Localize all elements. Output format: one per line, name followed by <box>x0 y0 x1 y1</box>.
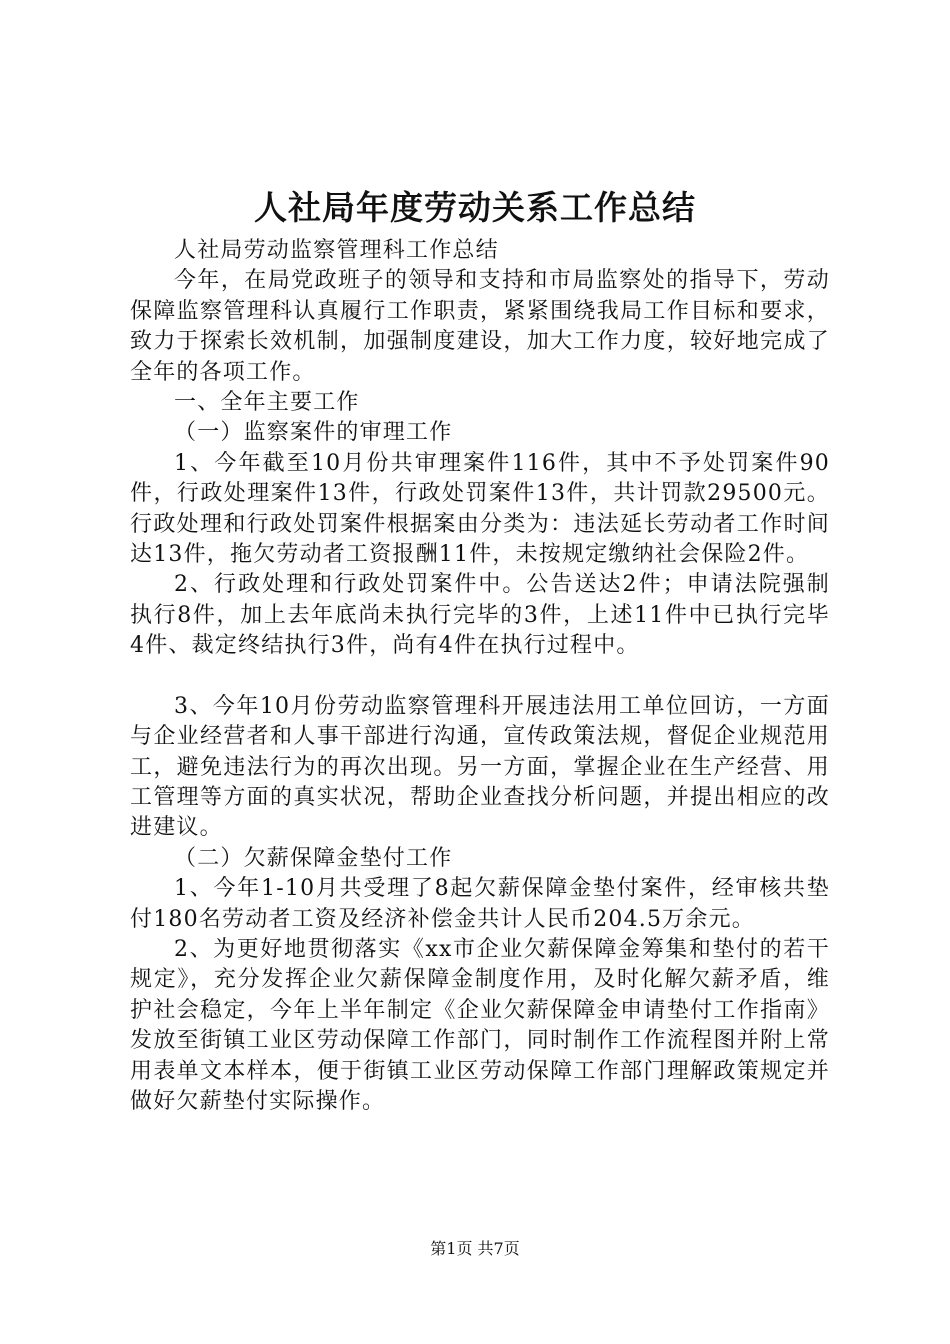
document-title: 人社局年度劳动关系工作总结 <box>254 188 696 227</box>
paragraph-spacer <box>130 662 830 692</box>
paragraph-case-review-2: 2、行政处理和行政处罚案件中。公告送达2件；申请法院强制执行8件，加上去年底尚未执行完毕的3件，上述11件中已执行完毕4件、裁定终结执行3件，尚有4件在执行过程中。 <box>130 572 830 659</box>
document-body <box>130 236 830 1117</box>
section-heading-main-work: 一、全年主要工作 <box>174 390 360 416</box>
paragraph-case-review-1: 1、今年截至10月份共审理案件116件，其中不予处罚案件90件，行政处理案件13件，行政处罚案件13件，共计罚款29500元。行政处理和行政处罚案件根据案由分类为：违法延长劳动者工作时间达13件，拖欠劳动者工资报酬11件，未按规定缴纳社会保险2件。 <box>130 450 830 568</box>
paragraph-case-review-3: 3、今年10月份劳动监察管理科开展违法用工单位回访，一方面与企业经营者和人事干部进行沟通，宣传政策法规，督促企业规范用工，避免违法行为的再次出现。另一方面，掌握企业在生产经营、用工管理等方面的真实状况，帮助企业查找分析问题，并提出相应的改进建议。 <box>130 693 830 841</box>
subsection-heading-case-review: （一）监察案件的审理工作 <box>174 420 453 446</box>
document-subtitle: 人社局劳动监察管理科工作总结 <box>174 238 499 263</box>
page-number-footer: 第1页 共7页 <box>430 1239 520 1258</box>
paragraph-wage-guarantee-2: 2、为更好地贯彻落实《xx市企业欠薪保障金筹集和垫付的若干规定》，充分发挥企业欠薪保障金制度作用，及时化解欠薪矛盾，维护社会稳定，今年上半年制定《企业欠薪保障金申请垫付工作指南》发放至街镇工业区劳动保障工作部门，同时制作工作流程图并附上常用表单文本样本，便于街镇工业区劳动保障工作部门理解政策规定并做好欠薪垫付实际操作。 <box>130 936 830 1114</box>
subsection-heading-wage-guarantee: （二）欠薪保障金垫付工作 <box>174 845 453 871</box>
paragraph-intro: 今年，在局党政班子的领导和支持和市局监察处的指导下，劳动保障监察管理科认真履行工作职责，紧紧围绕我局工作目标和要求，致力于探索长效机制，加强制度建设，加大工作力度，较好地完成了全年的各项工作。 <box>130 268 830 385</box>
paragraph-wage-guarantee-1: 1、今年1-10月共受理了8起欠薪保障金垫付案件，经审核共垫付180名劳动者工资及经济补偿金共计人民币204.5万余元。 <box>130 876 830 932</box>
